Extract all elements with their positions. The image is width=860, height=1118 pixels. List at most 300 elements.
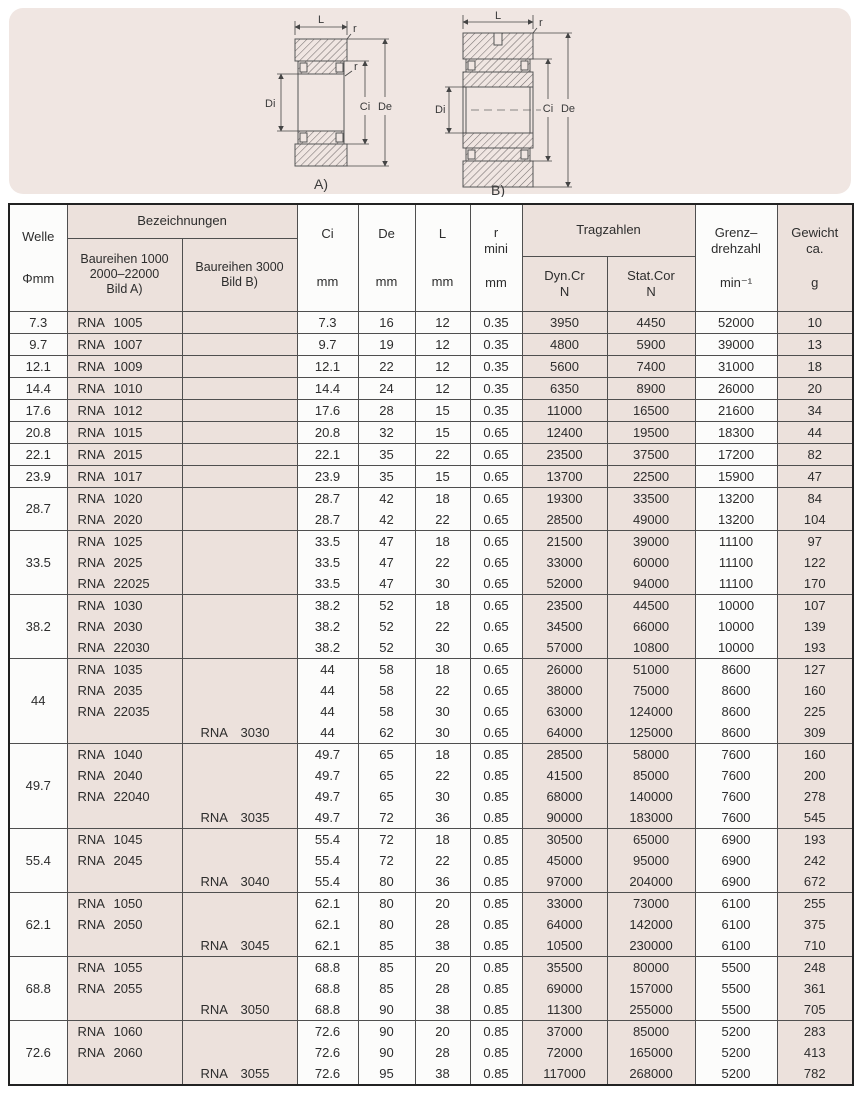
cell-r-mini: 0.65 [470, 573, 522, 595]
cell-l: 12 [415, 377, 470, 399]
cell-designation-a [67, 399, 182, 421]
dim-label-ci-a: Ci [359, 101, 371, 113]
header-welle-label: Welle [22, 228, 55, 244]
cell-de: 52 [358, 594, 415, 616]
cell-ci: 17.6 [297, 399, 358, 421]
cell-stat-cor: 66000 [607, 616, 695, 637]
designation-number: 1020 [113, 490, 143, 506]
cell-ci: 68.8 [297, 978, 358, 999]
cell-designation-b [182, 722, 297, 744]
cell-l: 22 [415, 443, 470, 465]
cell-designation-a [67, 333, 182, 355]
cell-l: 20 [415, 892, 470, 914]
cell-designation-a [67, 509, 182, 531]
designation-number: 3050 [240, 1001, 270, 1017]
cell-designation-a [67, 573, 182, 595]
cell-designation-b [182, 871, 297, 893]
table-row [9, 850, 853, 871]
cell-l: 12 [415, 333, 470, 355]
cell-designation-b [182, 658, 297, 680]
cell-dyn-cr: 23500 [522, 443, 607, 465]
cell-dyn-cr: 68000 [522, 786, 607, 807]
designation-prefix: RNA [77, 746, 105, 762]
cell-dyn-cr: 23500 [522, 594, 607, 616]
cell-gewicht: 705 [777, 999, 853, 1021]
cell-ci: 44 [297, 680, 358, 701]
cell-designation-a [67, 1063, 182, 1085]
cell-ci: 23.9 [297, 465, 358, 487]
cell-de: 80 [358, 892, 415, 914]
cell-ci: 55.4 [297, 850, 358, 871]
designation-number: 2030 [113, 618, 143, 634]
cell-designation-b [182, 956, 297, 978]
cell-de: 16 [358, 311, 415, 333]
cell-stat-cor: 51000 [607, 658, 695, 680]
cell-welle: 72.6 [9, 1020, 67, 1085]
cell-designation-b [182, 701, 297, 722]
cell-ci: 49.7 [297, 807, 358, 829]
cell-stat-cor: 255000 [607, 999, 695, 1021]
cell-grenzdrehzahl: 11100 [695, 552, 777, 573]
designation-prefix: RNA [77, 682, 105, 698]
cell-dyn-cr: 3950 [522, 311, 607, 333]
cell-de: 42 [358, 487, 415, 509]
header-gewicht-line1: Gewicht [791, 224, 839, 240]
designation-prefix: RNA [77, 490, 105, 506]
cell-designation-a [67, 978, 182, 999]
cell-r-mini: 0.65 [470, 680, 522, 701]
header-l-label: L [438, 225, 447, 241]
cell-de: 47 [358, 552, 415, 573]
designation-prefix: RNA [200, 937, 228, 953]
designation-prefix: RNA [77, 446, 105, 462]
dim-label-di-a: Di [265, 98, 276, 110]
table-row [9, 701, 853, 722]
cell-r-mini: 0.35 [470, 355, 522, 377]
cell-dyn-cr: 90000 [522, 807, 607, 829]
cell-stat-cor: 22500 [607, 465, 695, 487]
cell-ci: 62.1 [297, 914, 358, 935]
table-row [9, 871, 853, 893]
cell-r-mini: 0.65 [470, 616, 522, 637]
table-row [9, 892, 853, 914]
table-row [9, 1020, 853, 1042]
cell-stat-cor: 142000 [607, 914, 695, 935]
cell-dyn-cr: 117000 [522, 1063, 607, 1085]
cell-r-mini: 0.85 [470, 786, 522, 807]
cell-designation-b [182, 594, 297, 616]
cell-gewicht: 107 [777, 594, 853, 616]
cell-designation-a [67, 594, 182, 616]
cell-gewicht: 34 [777, 399, 853, 421]
header-bezeichnungen: Bezeichnungen [67, 204, 297, 238]
cell-grenzdrehzahl: 26000 [695, 377, 777, 399]
cell-designation-a [67, 377, 182, 399]
cell-grenzdrehzahl: 7600 [695, 807, 777, 829]
cell-designation-a [67, 1020, 182, 1042]
cell-stat-cor: 157000 [607, 978, 695, 999]
cell-ci: 33.5 [297, 552, 358, 573]
cell-ci: 20.8 [297, 421, 358, 443]
header-r-mini [470, 204, 522, 311]
cell-r-mini: 0.85 [470, 956, 522, 978]
cell-stat-cor: 37500 [607, 443, 695, 465]
cell-designation-b [182, 377, 297, 399]
designation-prefix: RNA [77, 358, 105, 374]
designation-prefix: RNA [77, 402, 105, 418]
cell-stat-cor: 73000 [607, 892, 695, 914]
cell-designation-b [182, 978, 297, 999]
cell-de: 72 [358, 828, 415, 850]
cell-welle: 28.7 [9, 487, 67, 530]
designation-number: 1030 [113, 597, 143, 613]
cell-r-mini: 0.85 [470, 850, 522, 871]
cell-gewicht: 84 [777, 487, 853, 509]
cell-designation-b [182, 443, 297, 465]
cell-de: 85 [358, 956, 415, 978]
cell-de: 32 [358, 421, 415, 443]
cell-designation-b [182, 680, 297, 701]
cell-welle: 68.8 [9, 956, 67, 1020]
cell-designation-a [67, 637, 182, 659]
cell-de: 58 [358, 658, 415, 680]
table-row [9, 465, 853, 487]
cell-gewicht: 10 [777, 311, 853, 333]
cell-l: 18 [415, 828, 470, 850]
cell-designation-b [182, 421, 297, 443]
cell-ci: 72.6 [297, 1020, 358, 1042]
table-row [9, 637, 853, 659]
header-grenz-line2: drehzahl [711, 240, 761, 256]
designation-prefix: RNA [77, 575, 105, 591]
table-row [9, 530, 853, 552]
bearing-figure-panel [9, 8, 851, 197]
cell-r-mini: 0.65 [470, 421, 522, 443]
header-stat-cor [607, 256, 695, 311]
cell-de: 58 [358, 680, 415, 701]
cell-grenzdrehzahl: 18300 [695, 421, 777, 443]
cell-ci: 49.7 [297, 743, 358, 765]
cell-stat-cor: 125000 [607, 722, 695, 744]
cell-r-mini: 0.65 [470, 530, 522, 552]
table-row [9, 594, 853, 616]
cell-dyn-cr: 5600 [522, 355, 607, 377]
cell-l: 18 [415, 487, 470, 509]
table-row [9, 1063, 853, 1085]
cell-de: 65 [358, 786, 415, 807]
designation-prefix: RNA [200, 1065, 228, 1081]
cell-gewicht: 672 [777, 871, 853, 893]
designation-number: 2015 [113, 446, 143, 462]
dim-label-de-b: De [560, 103, 576, 115]
cell-de: 85 [358, 935, 415, 957]
cell-grenzdrehzahl: 5500 [695, 999, 777, 1021]
cell-stat-cor: 39000 [607, 530, 695, 552]
cell-r-mini: 0.85 [470, 743, 522, 765]
table-row [9, 828, 853, 850]
header-tragzahlen: Tragzahlen [522, 204, 695, 256]
cell-r-mini: 0.65 [470, 658, 522, 680]
cell-dyn-cr: 6350 [522, 377, 607, 399]
cell-grenzdrehzahl: 5200 [695, 1042, 777, 1063]
cell-gewicht: 44 [777, 421, 853, 443]
designation-prefix: RNA [77, 618, 105, 634]
cell-grenzdrehzahl: 7600 [695, 765, 777, 786]
cell-r-mini: 0.65 [470, 465, 522, 487]
designation-number: 1005 [113, 314, 143, 330]
dim-label-de-a: De [377, 101, 393, 113]
cell-stat-cor: 165000 [607, 1042, 695, 1063]
cell-gewicht: 545 [777, 807, 853, 829]
cell-l: 28 [415, 914, 470, 935]
cell-l: 18 [415, 594, 470, 616]
table-row [9, 786, 853, 807]
cell-ci: 38.2 [297, 637, 358, 659]
cell-gewicht: 193 [777, 828, 853, 850]
cell-designation-a [67, 355, 182, 377]
designation-number: 2060 [113, 1044, 143, 1060]
cell-gewicht: 242 [777, 850, 853, 871]
cell-de: 47 [358, 530, 415, 552]
header-baureihe-3000 [182, 238, 297, 311]
cell-stat-cor: 80000 [607, 956, 695, 978]
cell-l: 22 [415, 850, 470, 871]
cell-grenzdrehzahl: 10000 [695, 594, 777, 616]
cell-dyn-cr: 28500 [522, 743, 607, 765]
table-row [9, 680, 853, 701]
cell-ci: 44 [297, 701, 358, 722]
cell-stat-cor: 44500 [607, 594, 695, 616]
cell-de: 80 [358, 871, 415, 893]
cell-r-mini: 0.85 [470, 914, 522, 935]
cell-gewicht: 160 [777, 743, 853, 765]
cell-designation-b [182, 935, 297, 957]
designation-prefix: RNA [77, 831, 105, 847]
cell-l: 38 [415, 999, 470, 1021]
cell-stat-cor: 5900 [607, 333, 695, 355]
cell-gewicht: 47 [777, 465, 853, 487]
cell-ci: 55.4 [297, 871, 358, 893]
header-l-unit: mm [431, 273, 454, 289]
designation-number: 1007 [113, 336, 143, 352]
header-grenzdrehzahl [695, 204, 777, 311]
cell-r-mini: 0.85 [470, 828, 522, 850]
cell-designation-a [67, 465, 182, 487]
cell-welle: 49.7 [9, 743, 67, 828]
designation-prefix: RNA [200, 1001, 228, 1017]
cell-designation-a [67, 999, 182, 1021]
cell-grenzdrehzahl: 6900 [695, 828, 777, 850]
header-de [358, 204, 415, 311]
cell-gewicht: 710 [777, 935, 853, 957]
cell-designation-b [182, 311, 297, 333]
header-baureihe-1000 [67, 238, 182, 311]
cell-de: 42 [358, 509, 415, 531]
header-ci-unit: mm [316, 273, 339, 289]
cell-stat-cor: 204000 [607, 871, 695, 893]
cell-designation-b [182, 1020, 297, 1042]
designation-number: 3040 [240, 873, 270, 889]
cell-stat-cor: 49000 [607, 509, 695, 531]
cell-dyn-cr: 33000 [522, 552, 607, 573]
cell-gewicht: 375 [777, 914, 853, 935]
cell-gewicht: 97 [777, 530, 853, 552]
cell-l: 18 [415, 743, 470, 765]
catalog-page [0, 8, 860, 1118]
designation-number: 1009 [113, 358, 143, 374]
cell-stat-cor: 7400 [607, 355, 695, 377]
cell-l: 38 [415, 1063, 470, 1085]
cell-stat-cor: 4450 [607, 311, 695, 333]
designation-prefix: RNA [77, 468, 105, 484]
designation-number: 2050 [113, 916, 143, 932]
cell-designation-a [67, 935, 182, 957]
designation-prefix: RNA [77, 767, 105, 783]
cell-welle: 44 [9, 658, 67, 743]
designation-number: 1010 [113, 380, 143, 396]
cell-designation-a [67, 828, 182, 850]
cell-r-mini: 0.85 [470, 935, 522, 957]
designation-number: 22025 [113, 575, 150, 591]
cell-dyn-cr: 52000 [522, 573, 607, 595]
cell-l: 18 [415, 530, 470, 552]
cell-l: 22 [415, 616, 470, 637]
cell-de: 24 [358, 377, 415, 399]
designation-number: 22040 [113, 788, 150, 804]
bearing-table-body [9, 311, 853, 1085]
cell-grenzdrehzahl: 13200 [695, 487, 777, 509]
cell-dyn-cr: 63000 [522, 701, 607, 722]
designation-number: 1015 [113, 424, 143, 440]
table-row [9, 311, 853, 333]
cell-de: 90 [358, 1020, 415, 1042]
cell-designation-b [182, 828, 297, 850]
cell-gewicht: 122 [777, 552, 853, 573]
cell-l: 30 [415, 701, 470, 722]
designation-number: 2020 [113, 511, 143, 527]
bearing-spec-table [8, 203, 854, 1086]
cell-grenzdrehzahl: 6900 [695, 871, 777, 893]
table-header [9, 204, 853, 311]
cell-designation-b [182, 807, 297, 829]
header-baureihe-3000-line2: Bild B) [221, 274, 258, 289]
cell-l: 36 [415, 807, 470, 829]
cell-grenzdrehzahl: 5200 [695, 1020, 777, 1042]
cell-l: 18 [415, 658, 470, 680]
cell-gewicht: 18 [777, 355, 853, 377]
cell-stat-cor: 230000 [607, 935, 695, 957]
cell-l: 12 [415, 311, 470, 333]
cell-ci: 44 [297, 658, 358, 680]
cell-l: 22 [415, 509, 470, 531]
cell-de: 90 [358, 999, 415, 1021]
cell-ci: 14.4 [297, 377, 358, 399]
cell-designation-b [182, 509, 297, 531]
header-r-unit: mm [485, 274, 507, 290]
cell-l: 15 [415, 421, 470, 443]
cell-r-mini: 0.85 [470, 999, 522, 1021]
designation-number: 1055 [113, 959, 143, 975]
cell-stat-cor: 95000 [607, 850, 695, 871]
cell-ci: 9.7 [297, 333, 358, 355]
designation-prefix: RNA [200, 724, 228, 740]
dim-label-r-b: r [539, 17, 543, 29]
designation-prefix: RNA [77, 703, 105, 719]
header-gewicht [777, 204, 853, 311]
designation-prefix: RNA [77, 916, 105, 932]
cell-designation-a [67, 701, 182, 722]
cell-stat-cor: 75000 [607, 680, 695, 701]
cell-dyn-cr: 41500 [522, 765, 607, 786]
cell-designation-b [182, 914, 297, 935]
header-dyn-cr-unit: N [559, 283, 570, 299]
designation-number: 1035 [113, 661, 143, 677]
designation-number: 22035 [113, 703, 150, 719]
designation-prefix: RNA [77, 661, 105, 677]
table-row [9, 765, 853, 786]
cell-de: 52 [358, 637, 415, 659]
designation-number: 1060 [113, 1023, 143, 1039]
designation-prefix: RNA [77, 424, 105, 440]
cell-dyn-cr: 33000 [522, 892, 607, 914]
designation-number: 2040 [113, 767, 143, 783]
cell-l: 30 [415, 722, 470, 744]
header-gewicht-line2: ca. [806, 240, 824, 256]
cell-r-mini: 0.85 [470, 1063, 522, 1085]
cell-welle: 38.2 [9, 594, 67, 658]
designation-prefix: RNA [77, 639, 105, 655]
designation-prefix: RNA [77, 852, 105, 868]
cell-ci: 33.5 [297, 530, 358, 552]
cell-grenzdrehzahl: 52000 [695, 311, 777, 333]
cell-designation-a [67, 914, 182, 935]
cell-designation-b [182, 487, 297, 509]
cell-ci: 28.7 [297, 509, 358, 531]
cell-de: 58 [358, 701, 415, 722]
designation-prefix: RNA [77, 895, 105, 911]
cell-r-mini: 0.35 [470, 399, 522, 421]
cell-designation-b [182, 530, 297, 552]
table-row [9, 616, 853, 637]
cell-grenzdrehzahl: 8600 [695, 722, 777, 744]
header-de-label: De [378, 225, 395, 241]
cell-grenzdrehzahl: 11100 [695, 530, 777, 552]
cell-stat-cor: 65000 [607, 828, 695, 850]
cell-designation-b [182, 850, 297, 871]
cell-stat-cor: 85000 [607, 1020, 695, 1042]
cell-r-mini: 0.35 [470, 333, 522, 355]
table-row [9, 421, 853, 443]
cell-dyn-cr: 11000 [522, 399, 607, 421]
cell-l: 15 [415, 465, 470, 487]
cell-gewicht: 200 [777, 765, 853, 786]
cell-gewicht: 782 [777, 1063, 853, 1085]
cell-designation-a [67, 892, 182, 914]
cell-dyn-cr: 28500 [522, 509, 607, 531]
cell-dyn-cr: 34500 [522, 616, 607, 637]
cell-gewicht: 20 [777, 377, 853, 399]
designation-prefix: RNA [77, 980, 105, 996]
table-row [9, 935, 853, 957]
designation-number: 1012 [113, 402, 143, 418]
cell-l: 28 [415, 1042, 470, 1063]
designation-number: 22030 [113, 639, 150, 655]
cell-ci: 22.1 [297, 443, 358, 465]
cell-ci: 38.2 [297, 594, 358, 616]
cell-r-mini: 0.65 [470, 701, 522, 722]
designation-number: 1050 [113, 895, 143, 911]
cell-l: 22 [415, 552, 470, 573]
